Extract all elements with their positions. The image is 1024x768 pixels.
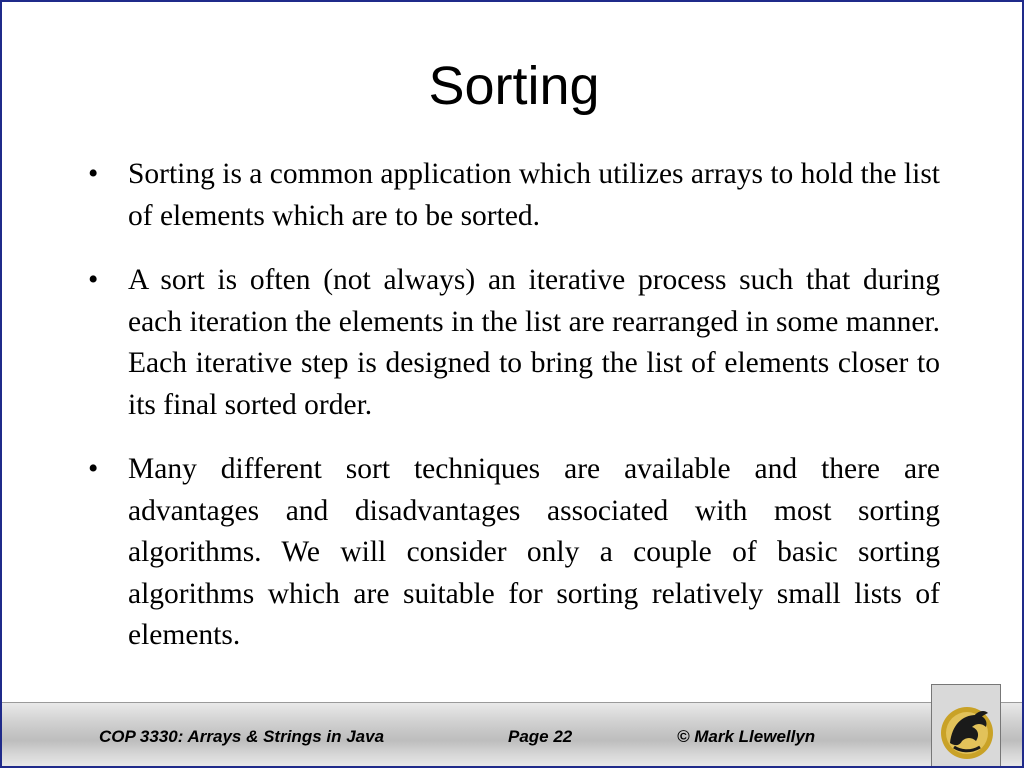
footer-author: © Mark Llewellyn xyxy=(677,727,816,746)
bullet-list xyxy=(88,154,940,680)
footer-course: COP 3330: Arrays & Strings in Java xyxy=(99,727,385,746)
bullet-item xyxy=(88,260,940,426)
pegasus-logo-icon xyxy=(931,684,1001,768)
bullet-glyph: • xyxy=(88,264,99,296)
slide-title: Sorting xyxy=(428,56,600,116)
bullet-glyph: • xyxy=(88,453,99,485)
footer-page-number: Page 22 xyxy=(508,727,573,746)
bullet-text: A sort is often (not always) an iterative process such that during each iteration the elements in the list are rearranged in some manner. Each iterative step is designed to bring the list of elements closer to its final sorted order. xyxy=(128,264,940,421)
bullet-item xyxy=(88,449,940,657)
bullet-item xyxy=(88,154,940,237)
bullet-glyph: • xyxy=(88,158,99,190)
bullet-text: Many different sort techniques are available and there are advantages and disadvantages associated with most sorting algorithms. We will consider only a couple of basic sorting algorithms which are suitable for sorting relatively small lists of elements. xyxy=(128,453,940,651)
bullet-text: Sorting is a common application which utilizes arrays to hold the list of elements which are to be sorted. xyxy=(128,158,940,232)
